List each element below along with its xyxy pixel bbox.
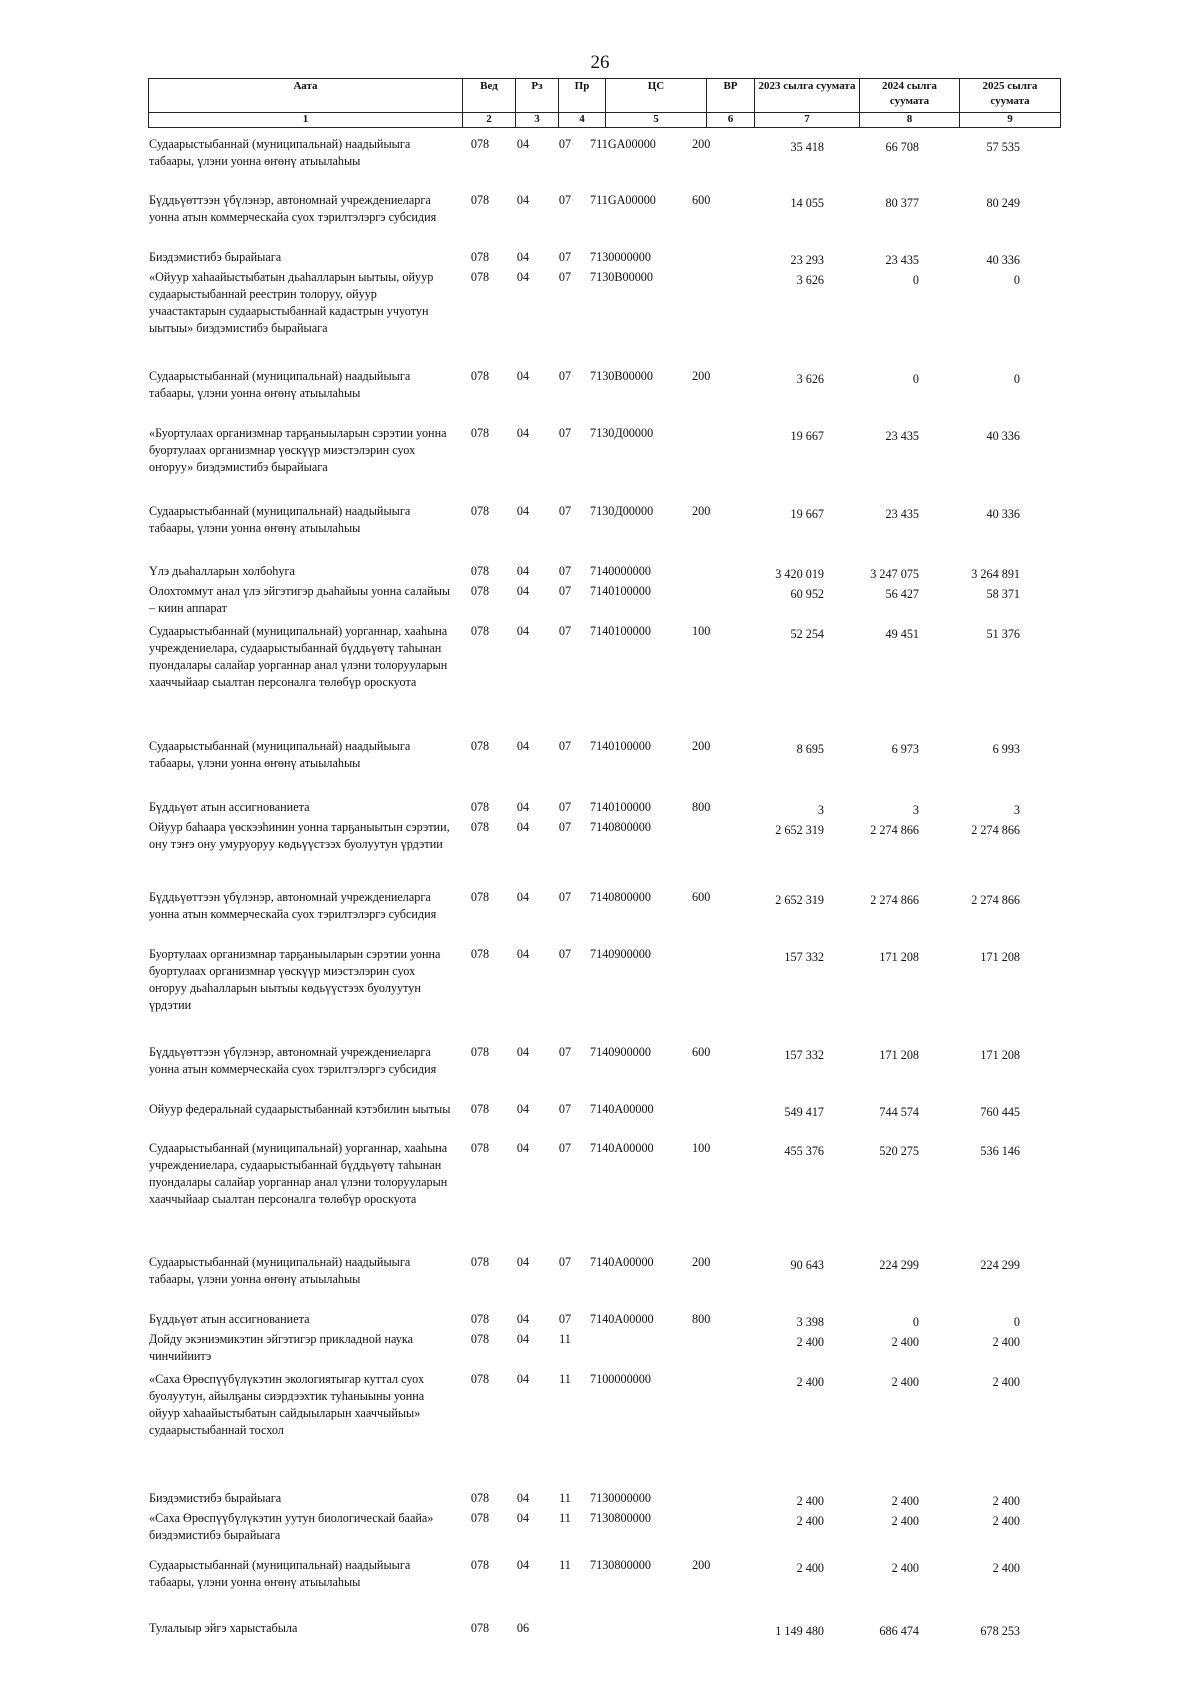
table-cell-ved: 078 — [470, 1255, 490, 1269]
table-cell-2024: 23 435 — [885, 253, 919, 267]
table-cell-cs: 7130800000 — [590, 1511, 651, 1525]
table-cell-cs: 7140800000 — [590, 890, 651, 904]
table-cell-ved: 078 — [470, 426, 490, 440]
table-cell-rz: 04 — [516, 426, 530, 440]
table-cell-cs: 7130B00000 — [590, 369, 653, 383]
table-cell-2024: 520 275 — [879, 1144, 919, 1158]
table-cell-pr: 07 — [558, 504, 572, 518]
table-cell-name: Бүддьүөттээн үбүлэнэр, автономнай учреждениеларга уонна атын коммерческайа суох тэрилтэлэргэ субсидия — [149, 193, 437, 224]
table-cell-rz: 04 — [516, 1511, 530, 1525]
table-cell-name: Судаарыстыбаннай (муниципальнай) наадыйыыга табаары, үлэни уонна өҥөнү атыылаһыы — [149, 137, 411, 168]
col-number: 1 — [149, 113, 463, 128]
table-cell-cs: 7130Д00000 — [590, 504, 654, 518]
table-cell-2025: 2 400 — [992, 1561, 1020, 1575]
table-cell-2024: 171 208 — [879, 1048, 919, 1062]
table-cell-2024: 66 708 — [885, 140, 919, 154]
col-header-cs: ЦС — [606, 79, 707, 113]
table-cell-rz: 04 — [516, 1372, 530, 1386]
table-cell-ved: 078 — [470, 1621, 490, 1635]
table-cell-name: Судаарыстыбаннай (муниципальнай) наадыйыыга табаары, үлэни уонна өҥөнү атыылаһыы — [149, 504, 411, 535]
table-cell-rz: 04 — [516, 1141, 530, 1155]
table-cell-2024: 2 400 — [891, 1375, 919, 1389]
table-cell-cs: 7140100000 — [590, 739, 651, 753]
table-cell-2023: 157 332 — [784, 950, 824, 964]
table-cell-cs: 7130800000 — [590, 1558, 651, 1572]
table-cell-2025: 0 — [1013, 273, 1020, 287]
table-cell-name: Буортулаах организмнар тарҕаныыларын сэрэтии уонна буортулаах организмнар үөскүүр миэстэлэрин суох оҥоруу дьаһалларын ыытыы көдьүүстээх буолуутун үрдэтии — [149, 947, 441, 1012]
table-cell-rz: 04 — [516, 250, 530, 264]
table-cell-cs: 7130B00000 — [590, 270, 653, 284]
table-cell-2025: 2 400 — [992, 1335, 1020, 1349]
col-number: 3 — [516, 113, 559, 128]
table-cell-pr: 07 — [558, 426, 572, 440]
table-cell-2025: 224 299 — [980, 1258, 1020, 1272]
table-cell-2023: 2 400 — [796, 1514, 824, 1528]
table-cell-2023: 455 376 — [784, 1144, 824, 1158]
table-cell-2025: 678 253 — [980, 1624, 1020, 1638]
table-cell-rz: 04 — [516, 1255, 530, 1269]
table-cell-2024: 56 427 — [885, 587, 919, 601]
table-cell-2024: 686 474 — [879, 1624, 919, 1638]
table-cell-2024: 6 973 — [891, 742, 919, 756]
table-cell-2025: 40 336 — [986, 253, 1020, 267]
col-header-2025: 2025 сылга суумата — [960, 79, 1061, 113]
table-cell-ved: 078 — [470, 1372, 490, 1386]
table-cell-cs: 7140A00000 — [590, 1102, 654, 1116]
table-cell-2024: 80 377 — [885, 196, 919, 210]
table-cell-2025: 2 274 866 — [971, 893, 1020, 907]
col-header-2024: 2024 сылга суумата — [860, 79, 960, 113]
table-cell-rz: 04 — [516, 1558, 530, 1572]
table-cell-cs: 7140A00000 — [590, 1141, 654, 1155]
col-header-vr: ВР — [707, 79, 755, 113]
table-cell-rz: 04 — [516, 820, 530, 834]
table-cell-cs: 7140A00000 — [590, 1312, 654, 1326]
table-cell-cs: 7130000000 — [590, 250, 651, 264]
table-cell-2023: 8 695 — [796, 742, 824, 756]
table-cell-name: Тулалыыр эйгэ харыстабыла — [149, 1621, 298, 1635]
table-cell-name: «Буортулаах организмнар тарҕаныыларын сэрэтии уонна буортулаах организмнар үөскүүр миэстэлэрин суох оҥоруу» биэдэмистибэ бырайыага — [149, 426, 447, 474]
table-cell-vr: 800 — [692, 800, 711, 814]
table-cell-pr: 11 — [559, 1491, 571, 1505]
table-cell-2023: 3 — [817, 803, 824, 817]
table-cell-pr: 11 — [559, 1372, 571, 1386]
table-cell-rz: 06 — [516, 1621, 530, 1635]
col-number: 2 — [463, 113, 516, 128]
table-cell-2025: 51 376 — [986, 627, 1020, 641]
table-cell-name: Олохтоммут анал үлэ эйгэтигэр дьаһайыы уонна салайыы – киин аппарат — [149, 584, 451, 615]
table-cell-ved: 078 — [470, 800, 490, 814]
table-cell-2025: 760 445 — [980, 1105, 1020, 1119]
table-cell-ved: 078 — [470, 1102, 490, 1116]
table-cell-pr: 07 — [558, 820, 572, 834]
table-cell-vr: 800 — [692, 1312, 711, 1326]
table-cell-ved: 078 — [470, 820, 490, 834]
col-number: 5 — [606, 113, 707, 128]
table-cell-2025: 40 336 — [986, 507, 1020, 521]
table-cell-ved: 078 — [470, 250, 490, 264]
table-cell-name: «Саха Өрөспүүбүлүкэтин экологиятыгар куттал суох буолуутун, айылҕаны сиэрдээхтик туһаныыны уонна ойуур хаһаайыстыбатын сайдыыларын хааччыйыы» судаарыстыбаннай тосхол — [149, 1372, 425, 1437]
col-header-pr: Пр — [559, 79, 606, 113]
table-cell-2023: 3 420 019 — [775, 567, 824, 581]
table-cell-cs: 7140100000 — [590, 800, 651, 814]
table-cell-2025: 2 400 — [992, 1375, 1020, 1389]
table-cell-rz: 04 — [516, 1491, 530, 1505]
table-cell-cs: 7140900000 — [590, 947, 651, 961]
table-cell-pr: 07 — [558, 270, 572, 284]
table-cell-name: Судаарыстыбаннай (муниципальнай) уорганнар, хааһына учреждениелара, судаарыстыбаннай бүддьүөтү таһынан пуондалары салайар уорганнар анал үлэни толорууларын хааччыйаар сыалтан персоналга төлөбүр ороскуота — [149, 1141, 448, 1206]
table-cell-2025: 2 400 — [992, 1514, 1020, 1528]
table-cell-cs: 711GA00000 — [590, 137, 656, 151]
table-cell-2023: 3 398 — [796, 1315, 824, 1329]
table-cell-pr: 07 — [558, 947, 572, 961]
table-cell-2024: 744 574 — [879, 1105, 919, 1119]
table-cell-2024: 2 400 — [891, 1561, 919, 1575]
table-cell-ved: 078 — [470, 270, 490, 284]
table-cell-cs: 7130000000 — [590, 1491, 651, 1505]
table-cell-pr: 07 — [558, 739, 572, 753]
table-cell-2023: 549 417 — [784, 1105, 824, 1119]
table-cell-pr: 11 — [559, 1558, 571, 1572]
col-number: 4 — [559, 113, 606, 128]
table-cell-rz: 04 — [516, 947, 530, 961]
table-cell-rz: 04 — [516, 1332, 530, 1346]
table-cell-rz: 04 — [516, 1045, 530, 1059]
table-cell-vr: 200 — [692, 1558, 711, 1572]
table-cell-name: Ойуур федеральнай судаарыстыбаннай кэтэбилин ыытыы — [149, 1102, 451, 1116]
table-cell-ved: 078 — [470, 369, 490, 383]
table-cell-pr: 07 — [558, 1102, 572, 1116]
col-number: 9 — [960, 113, 1061, 128]
table-cell-2024: 171 208 — [879, 950, 919, 964]
table-cell-2024: 23 435 — [885, 429, 919, 443]
table-cell-2025: 3 264 891 — [971, 567, 1020, 581]
table-cell-cs: 7140000000 — [590, 564, 651, 578]
table-cell-2024: 49 451 — [885, 627, 919, 641]
table-cell-ved: 078 — [470, 1312, 490, 1326]
table-cell-name: Бүддьүөт атын ассигнованиета — [149, 1312, 310, 1326]
table-cell-vr: 100 — [692, 1141, 711, 1155]
table-cell-rz: 04 — [516, 504, 530, 518]
table-cell-2023: 23 293 — [790, 253, 824, 267]
table-cell-name: Биэдэмистибэ бырайыага — [149, 250, 282, 264]
table-cell-2024: 0 — [912, 273, 919, 287]
table-cell-name: Бүддьүөттээн үбүлэнэр, автономнай учреждениеларга уонна атын коммерческайа суох тэрилтэлэргэ субсидия — [149, 890, 437, 921]
table-cell-2023: 2 400 — [796, 1561, 824, 1575]
table-cell-name: Судаарыстыбаннай (муниципальнай) уорганнар, хааһына учреждениелара, судаарыстыбаннай бүддьүөтү таһынан пуондалары салайар уорганнар анал үлэни толорууларын хааччыйаар сыалтан персоналга төлөбүр ороскуота — [149, 624, 448, 689]
table-cell-ved: 078 — [470, 584, 490, 598]
table-cell-rz: 04 — [516, 193, 530, 207]
table-cell-vr: 200 — [692, 369, 711, 383]
table-header — [148, 78, 1061, 128]
table-cell-cs: 7130Д00000 — [590, 426, 654, 440]
table-cell-2025: 171 208 — [980, 950, 1020, 964]
table-cell-2023: 157 332 — [784, 1048, 824, 1062]
table-cell-2025: 57 535 — [986, 140, 1020, 154]
table-cell-2023: 90 643 — [790, 1258, 824, 1272]
table-cell-ved: 078 — [470, 564, 490, 578]
table-cell-2025: 6 993 — [992, 742, 1020, 756]
table-cell-pr: 07 — [558, 250, 572, 264]
table-cell-2024: 2 400 — [891, 1494, 919, 1508]
table-cell-2023: 2 400 — [796, 1494, 824, 1508]
table-cell-2023: 1 149 480 — [775, 1624, 824, 1638]
table-cell-rz: 04 — [516, 584, 530, 598]
table-cell-2023: 2 400 — [796, 1335, 824, 1349]
table-cell-name: Дойду экэниэмикэтин эйгэтигэр прикладной наука чинчийиитэ — [149, 1332, 413, 1363]
table-cell-vr: 600 — [692, 193, 711, 207]
table-cell-name: Судаарыстыбаннай (муниципальнай) наадыйыыга табаары, үлэни уонна өҥөнү атыылаһыы — [149, 369, 411, 400]
table-cell-2023: 2 652 319 — [775, 823, 824, 837]
table-cell-2023: 2 652 319 — [775, 893, 824, 907]
table-cell-2024: 0 — [912, 1315, 919, 1329]
table-cell-2024: 2 400 — [891, 1514, 919, 1528]
table-cell-ved: 078 — [470, 1491, 490, 1505]
table-cell-rz: 04 — [516, 624, 530, 638]
table-cell-pr: 07 — [558, 1141, 572, 1155]
table-cell-ved: 078 — [470, 1045, 490, 1059]
table-cell-name: Судаарыстыбаннай (муниципальнай) наадыйыыга табаары, үлэни уонна өҥөнү атыылаһыы — [149, 1558, 411, 1589]
table-cell-pr: 07 — [558, 1312, 572, 1326]
table-cell-cs: 711GA00000 — [590, 193, 656, 207]
table-cell-2023: 2 400 — [796, 1375, 824, 1389]
table-cell-2024: 23 435 — [885, 507, 919, 521]
table-cell-rz: 04 — [516, 739, 530, 753]
table-cell-2025: 80 249 — [986, 196, 1020, 210]
table-cell-2024: 3 247 075 — [870, 567, 919, 581]
table-cell-vr: 200 — [692, 1255, 711, 1269]
table-cell-pr: 07 — [558, 890, 572, 904]
table-cell-name: Судаарыстыбаннай (муниципальнай) наадыйыыга табаары, үлэни уонна өҥөнү атыылаһыы — [149, 739, 411, 770]
table-cell-rz: 04 — [516, 270, 530, 284]
table-cell-2025: 0 — [1013, 1315, 1020, 1329]
table-cell-rz: 04 — [516, 800, 530, 814]
table-cell-ved: 078 — [470, 1332, 490, 1346]
col-header-rz: Рз — [516, 79, 559, 113]
table-cell-2025: 58 371 — [986, 587, 1020, 601]
table-cell-pr: 07 — [558, 1255, 572, 1269]
table-cell-ved: 078 — [470, 947, 490, 961]
col-number: 6 — [707, 113, 755, 128]
table-cell-name: Бүддьүөт атын ассигнованиета — [149, 800, 310, 814]
table-cell-name: «Ойуур хаһаайыстыбатын дьаһалларын ыытыы, ойуур судаарыстыбаннай реестрин толоруу, ойуур учаастактарын судаарыстыбаннай кадастрын учуотун ыытыы» биэдэмистибэ бырайыага — [149, 270, 434, 335]
table-cell-2023: 52 254 — [790, 627, 824, 641]
table-cell-2024: 2 400 — [891, 1335, 919, 1349]
table-cell-cs: 7140900000 — [590, 1045, 651, 1059]
table-cell-name: Бүддьүөттээн үбүлэнэр, автономнай учреждениеларга уонна атын коммерческайа суох тэрилтэлэргэ субсидия — [149, 1045, 437, 1076]
table-cell-rz: 04 — [516, 137, 530, 151]
table-cell-2023: 35 418 — [790, 140, 824, 154]
table-cell-cs: 7140A00000 — [590, 1255, 654, 1269]
table-cell-cs: 7140100000 — [590, 624, 651, 638]
table-cell-rz: 04 — [516, 1312, 530, 1326]
col-header-name: Аата — [149, 79, 463, 113]
table-cell-ved: 078 — [470, 1511, 490, 1525]
col-number: 7 — [755, 113, 860, 128]
table-cell-vr: 200 — [692, 504, 711, 518]
table-cell-2025: 2 274 866 — [971, 823, 1020, 837]
table-cell-ved: 078 — [470, 739, 490, 753]
table-cell-name: Биэдэмистибэ бырайыага — [149, 1491, 282, 1505]
table-cell-2023: 3 626 — [796, 273, 824, 287]
table-cell-cs: 7140100000 — [590, 584, 651, 598]
table-cell-2024: 2 274 866 — [870, 893, 919, 907]
table-cell-pr: 07 — [558, 193, 572, 207]
table-cell-2024: 0 — [912, 372, 919, 386]
table-cell-ved: 078 — [470, 1141, 490, 1155]
table-cell-2025: 171 208 — [980, 1048, 1020, 1062]
table-cell-vr: 600 — [692, 1045, 711, 1059]
table-cell-name: «Саха Өрөспүүбүлүкэтин уутун биологическай баайа» биэдэмистибэ бырайыага — [149, 1511, 434, 1542]
table-cell-2025: 0 — [1013, 372, 1020, 386]
table-cell-ved: 078 — [470, 137, 490, 151]
table-cell-ved: 078 — [470, 624, 490, 638]
page-number: 26 — [590, 52, 610, 73]
table-cell-pr: 07 — [558, 137, 572, 151]
table-cell-pr: 11 — [559, 1332, 571, 1346]
table-cell-cs: 7100000000 — [590, 1372, 651, 1386]
table-cell-name: Судаарыстыбаннай (муниципальнай) наадыйыыга табаары, үлэни уонна өҥөнү атыылаһыы — [149, 1255, 411, 1286]
table-cell-2023: 14 055 — [790, 196, 824, 210]
table-cell-ved: 078 — [470, 890, 490, 904]
table-cell-vr: 100 — [692, 624, 711, 638]
col-number: 8 — [860, 113, 960, 128]
table-cell-2023: 3 626 — [796, 372, 824, 386]
table-cell-2024: 3 — [912, 803, 919, 817]
table-cell-vr: 200 — [692, 137, 711, 151]
table-cell-pr: 07 — [558, 1045, 572, 1059]
table-cell-2025: 3 — [1013, 803, 1020, 817]
table-cell-vr: 600 — [692, 890, 711, 904]
col-header-2023: 2023 сылга суумата — [755, 79, 860, 113]
col-header-ved: Вед — [463, 79, 516, 113]
table-cell-ved: 078 — [470, 504, 490, 518]
table-cell-2023: 19 667 — [790, 429, 824, 443]
table-cell-pr: 07 — [558, 624, 572, 638]
table-cell-2025: 536 146 — [980, 1144, 1020, 1158]
table-cell-2023: 60 952 — [790, 587, 824, 601]
table-cell-ved: 078 — [470, 193, 490, 207]
table-cell-rz: 04 — [516, 1102, 530, 1116]
table-cell-2024: 224 299 — [879, 1258, 919, 1272]
table-cell-rz: 04 — [516, 890, 530, 904]
table-cell-name: Үлэ дьаһалларын холбоһуга — [149, 564, 295, 578]
table-cell-pr: 07 — [558, 564, 572, 578]
table-cell-rz: 04 — [516, 369, 530, 383]
table-cell-name: Ойуур баһаара үөскээһинин уонна тарҕаныытын сэрэтии, ону тэҥэ ону умуруоруу көдьүүстээх буолуутун үрдэтии — [149, 820, 450, 851]
table-cell-rz: 04 — [516, 564, 530, 578]
table-cell-pr: 07 — [558, 800, 572, 814]
table-cell-2025: 2 400 — [992, 1494, 1020, 1508]
table-cell-vr: 200 — [692, 739, 711, 753]
table-cell-ved: 078 — [470, 1558, 490, 1572]
table-cell-pr: 11 — [559, 1511, 571, 1525]
table-cell-2023: 19 667 — [790, 507, 824, 521]
table-cell-cs: 7140800000 — [590, 820, 651, 834]
table-cell-pr: 07 — [558, 369, 572, 383]
table-cell-2024: 2 274 866 — [870, 823, 919, 837]
table-cell-pr: 07 — [558, 584, 572, 598]
table-cell-2025: 40 336 — [986, 429, 1020, 443]
